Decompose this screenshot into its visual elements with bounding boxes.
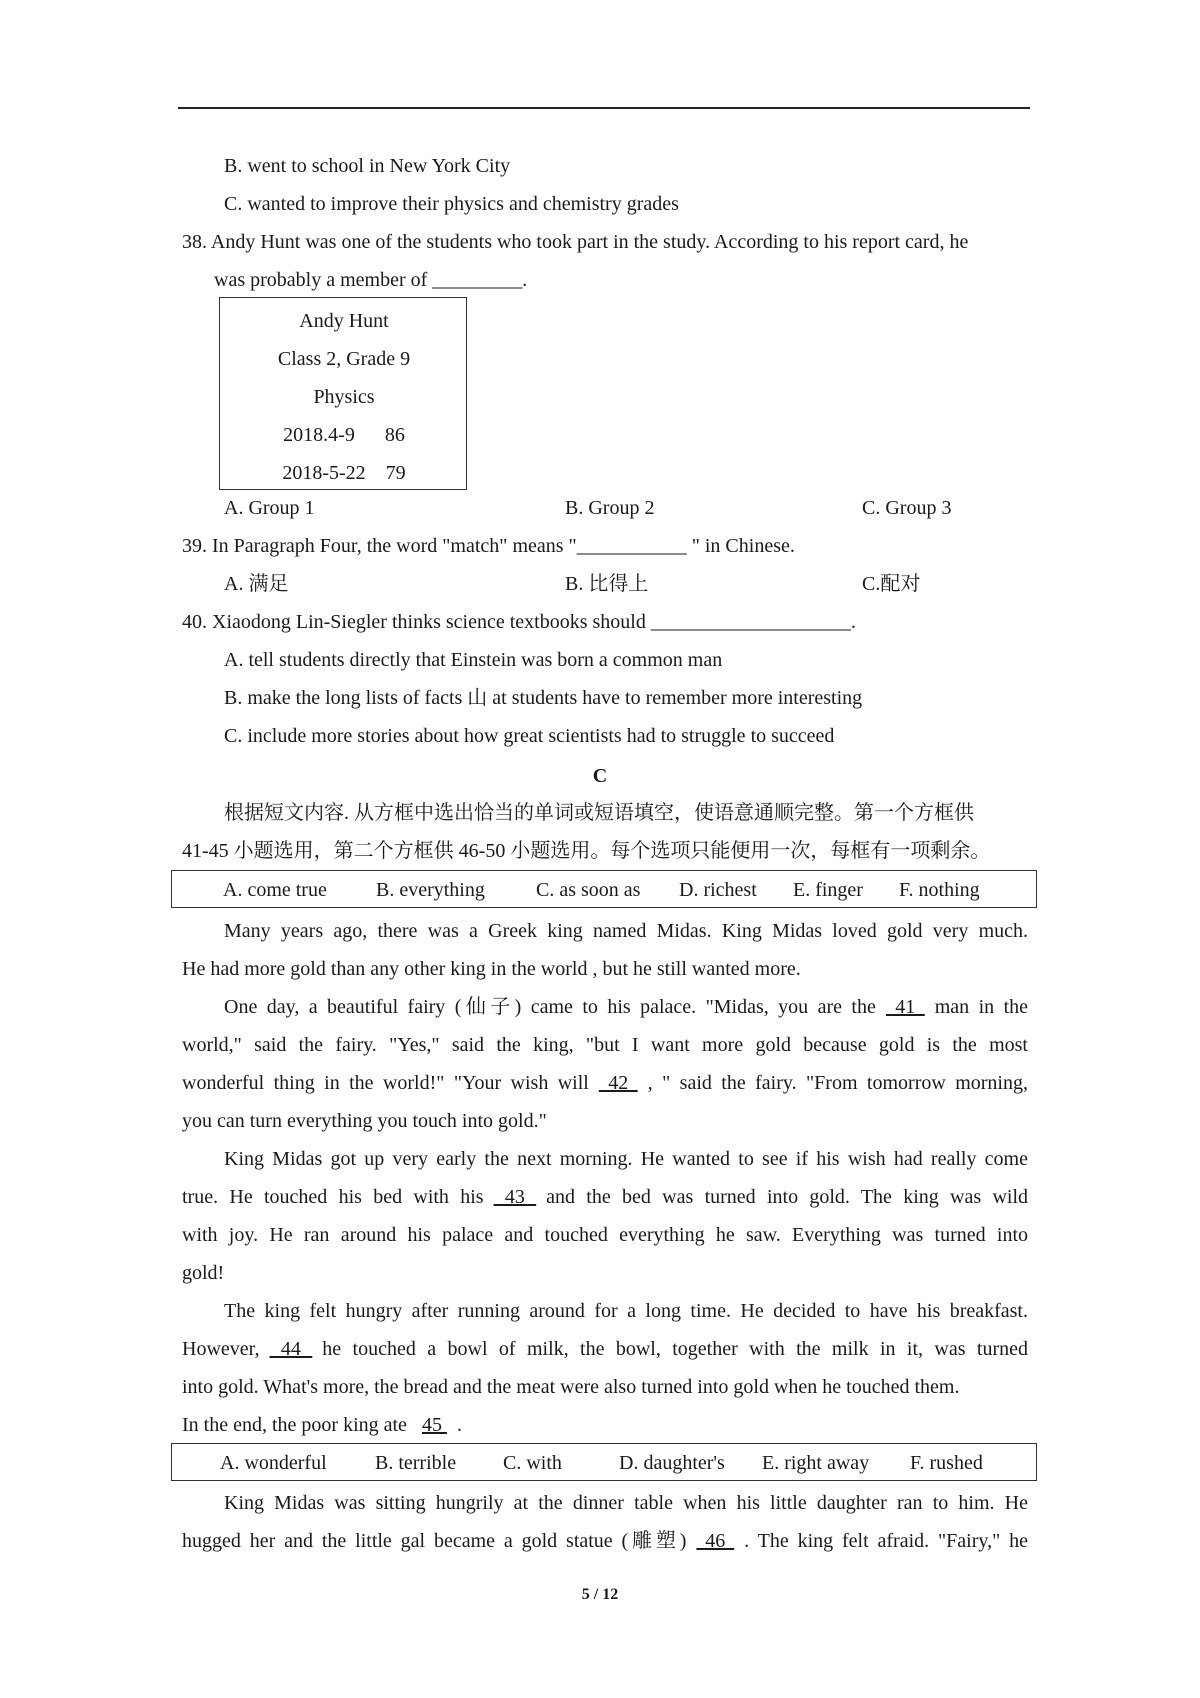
report-card-name: Andy Hunt: [299, 310, 389, 332]
word-box-option: B. everything: [376, 879, 485, 901]
q40-option-a: A. tell students directly that Einstein was born a common man: [224, 649, 723, 671]
word-box-option: F. rushed: [910, 1452, 983, 1474]
word-box-option: E. finger: [793, 879, 863, 901]
q40-stem: 40. Xiaodong Lin-Siegler thinks science textbooks should ____________________.: [182, 611, 856, 633]
word-box-option: E. right away: [762, 1452, 870, 1474]
section-instruction-line2: 41-45 小题选用，第二个方框供 46-50 小题选用。每个选项只能便用一次，每框有一项剩余。: [182, 840, 991, 862]
passage-line: One day, a beautiful fairy (仙子) came to his palace. "Midas, you are the 41 man in the: [224, 996, 1029, 1018]
blank-45[interactable]: 45: [421, 1414, 447, 1436]
q39-option-a: A. 满足: [224, 573, 289, 595]
q38-stem-line1: 38. Andy Hunt was one of the students who took part in the study. According to his report card, he: [182, 231, 969, 253]
section-title: C: [592, 765, 608, 787]
blank-44[interactable]: 44: [269, 1338, 313, 1360]
word-box-option: D. richest: [679, 879, 757, 901]
q37-option-c: C. wanted to improve their physics and chemistry grades: [224, 193, 679, 215]
passage-line: King Midas was sitting hungrily at the dinner table when his little daughter ran to him. He: [224, 1492, 1028, 1514]
report-card-class: Class 2, Grade 9: [277, 348, 411, 370]
word-box-1: [171, 870, 1037, 908]
word-box-option: A. wonderful: [220, 1452, 327, 1474]
passage-line: hugged her and the little gal became a gold statue (雕塑) 46 . The king felt afraid. "Fairy," he: [182, 1530, 1028, 1552]
passage-line: you can turn everything you touch into gold.": [182, 1110, 547, 1132]
report-card-subject: Physics: [313, 386, 375, 408]
passage-line: The king felt hungry after running around for a long time. He decided to have his breakfast.: [224, 1300, 1028, 1322]
q39-option-b: B. 比得上: [565, 573, 649, 595]
passage-line: In the end, the poor king ate 45 .: [182, 1414, 462, 1436]
report-card-row: 2018-5-22 79: [282, 462, 406, 484]
q38-stem-line2: was probably a member of _________.: [214, 269, 528, 291]
q38-option-a: A. Group 1: [224, 497, 315, 519]
q39-stem: 39. In Paragraph Four, the word "match" means "___________ " in Chinese.: [182, 535, 795, 557]
q40-option-b: B. make the long lists of facts 山 at students have to remember more interesting: [224, 687, 863, 709]
passage-line: into gold. What's more, the bread and the meat were also turned into gold when he touched them.: [182, 1376, 960, 1398]
passage-line: King Midas got up very early the next morning. He wanted to see if his wish had really come: [224, 1148, 1028, 1170]
blank-46[interactable]: 46: [696, 1530, 735, 1552]
q37-option-b: B. went to school in New York City: [224, 155, 511, 177]
q40-option-c: C. include more stories about how great scientists had to struggle to succeed: [224, 725, 835, 747]
word-box-option: C. with: [503, 1452, 562, 1474]
q38-option-c: C. Group 3: [862, 497, 952, 519]
word-box-option: A. come true: [223, 879, 327, 901]
page-number: 5 / 12: [581, 1586, 619, 1603]
passage-line: true. He touched his bed with his 43 and the bed was turned into gold. The king was wild: [182, 1186, 1029, 1208]
passage-line: gold!: [182, 1262, 225, 1284]
passage-line: with joy. He ran around his palace and touched everything he saw. Everything was turned into: [182, 1224, 1028, 1246]
word-box-option: F. nothing: [899, 879, 980, 901]
word-box-option: C. as soon as: [536, 879, 641, 901]
passage-line: Many years ago, there was a Greek king named Midas. King Midas loved gold very much.: [224, 920, 1028, 942]
passage-line: He had more gold than any other king in the world , but he still wanted more.: [182, 958, 801, 980]
report-card: [219, 297, 467, 490]
passage-line: wonderful thing in the world!" "Your wish will 42 , " said the fairy. "From tomorrow morning,: [182, 1072, 1028, 1094]
header-rule: [178, 107, 1030, 109]
passage-line: world," said the fairy. "Yes," said the king, "but I want more gold because gold is the most: [182, 1034, 1028, 1056]
word-box-option: B. terrible: [375, 1452, 457, 1474]
report-card-row: 2018.4-9 86: [283, 424, 405, 446]
passage-line: However, 44 he touched a bowl of milk, the bowl, together with the milk in it, was turned: [182, 1338, 1028, 1360]
blank-42[interactable]: 42: [598, 1072, 638, 1094]
q38-option-b: B. Group 2: [565, 497, 655, 519]
section-instruction-line1: 根据短文内容. 从方框中选出恰当的单词或短语填空，使语意通顺完整。第一个方框供: [224, 802, 974, 824]
blank-41[interactable]: 41: [885, 996, 925, 1018]
blank-43[interactable]: 43: [493, 1186, 537, 1208]
word-box-option: D. daughter's: [619, 1452, 725, 1474]
q39-option-c: C.配对: [862, 573, 921, 595]
word-box-2: [171, 1443, 1037, 1481]
